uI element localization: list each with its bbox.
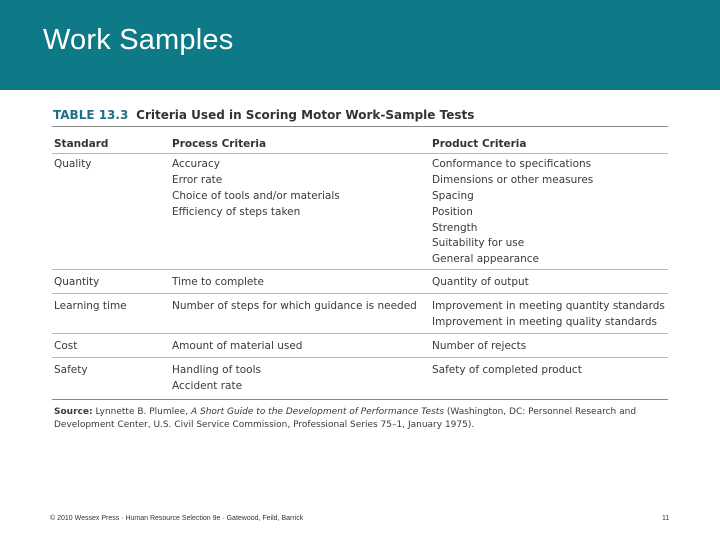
row-rule-1 — [52, 269, 668, 270]
cost-product-1: Number of rejects — [432, 340, 527, 352]
row-safety-standard: Safety — [54, 364, 88, 376]
quality-product-5: Strength — [432, 222, 478, 234]
slide-title: Work Samples — [43, 24, 234, 56]
safety-process-2: Accident rate — [172, 380, 243, 392]
quality-product-7: General appearance — [432, 253, 540, 265]
table-title: Criteria Used in Scoring Motor Work-Sample Tests — [136, 108, 475, 122]
quality-process-3: Choice of tools and/or materials — [172, 190, 340, 202]
source-book-title: A Short Guide to the Development of Performance Tests — [190, 407, 445, 417]
quality-product-6: Suitability for use — [432, 237, 525, 249]
header-rule — [52, 153, 668, 154]
learning-time-process-1: Number of steps for which guidance is needed — [172, 300, 417, 312]
learning-time-product-2: Improvement in meeting quality standards — [432, 316, 658, 328]
table-top-rule — [52, 126, 668, 127]
quality-process-2: Error rate — [172, 174, 223, 186]
cost-process-1: Amount of material used — [172, 340, 303, 352]
quantity-process-1: Time to complete — [172, 276, 264, 288]
row-quantity-standard: Quantity — [54, 276, 100, 288]
table-bottom-rule — [52, 399, 668, 400]
row-rule-3 — [52, 333, 668, 334]
learning-time-product-1: Improvement in meeting quantity standards — [432, 300, 665, 312]
source-publisher: (Washington, DC: Personnel Research and Development Center, U.S. Civil Service Commission, Professional Series 75–1, January 1975). — [54, 407, 637, 430]
source-label: Source: — [54, 407, 93, 417]
row-rule-2 — [52, 293, 668, 294]
quality-process-4: Efficiency of steps taken — [172, 206, 301, 218]
safety-process-1: Handling of tools — [172, 364, 261, 376]
quality-process-1: Accuracy — [172, 158, 220, 170]
quality-product-3: Spacing — [432, 190, 474, 202]
quality-product-1: Conformance to specifications — [432, 158, 592, 170]
page-number: 11 — [662, 515, 670, 522]
row-learning-time-standard: Learning time — [54, 300, 127, 312]
footer-copyright: © 2010 Wessex Press · Human Resource Selection 9e · Gatewood, Feild, Barrick — [50, 515, 304, 522]
header-standard: Standard — [54, 138, 109, 150]
row-quality-standard: Quality — [54, 158, 92, 170]
header-product-criteria: Product Criteria — [432, 138, 527, 150]
table-number: TABLE 13.3 — [53, 108, 129, 122]
quantity-product-1: Quantity of output — [432, 276, 529, 288]
table-source-note — [54, 406, 666, 431]
table-caption — [53, 108, 474, 122]
source-author: Lynnette B. Plumlee, — [95, 407, 189, 417]
header-process-criteria: Process Criteria — [172, 138, 267, 150]
quality-product-2: Dimensions or other measures — [432, 174, 594, 186]
row-rule-4 — [52, 357, 668, 358]
safety-product-1: Safety of completed product — [432, 364, 582, 376]
row-cost-standard: Cost — [54, 340, 78, 352]
quality-product-4: Position — [432, 206, 473, 218]
